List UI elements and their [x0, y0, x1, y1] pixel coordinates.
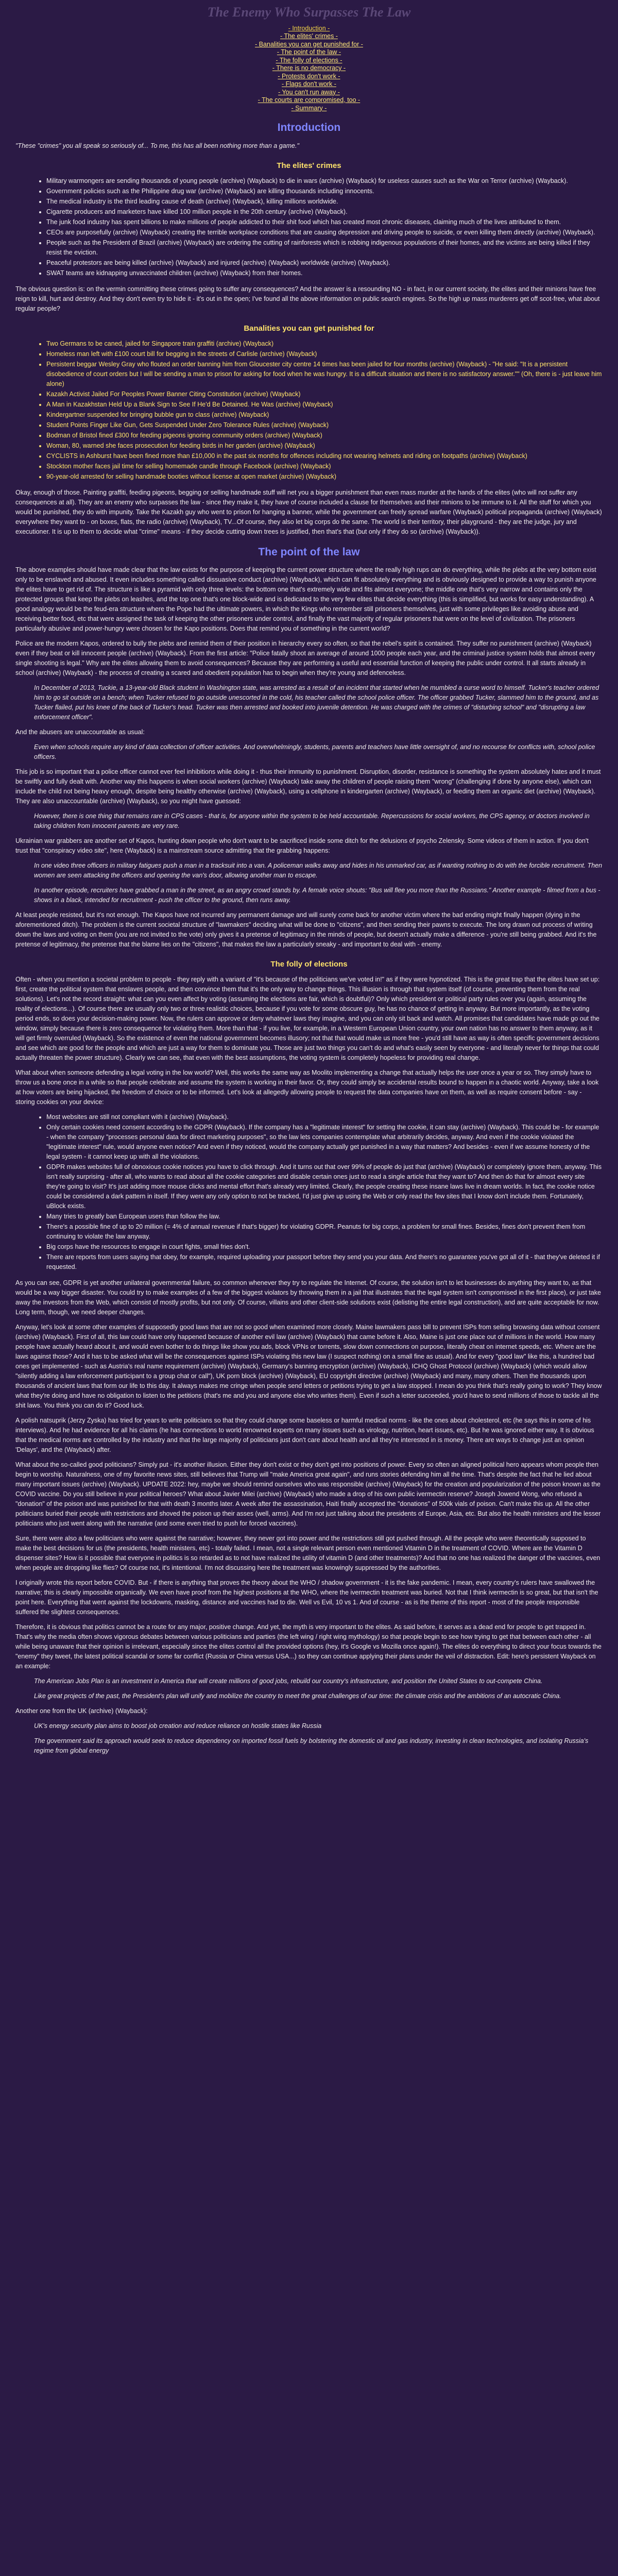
list-item[interactable]: • Woman, 80, warned she faces prosecution for feeding birds in her garden (archive) (Wayback) [46, 441, 603, 451]
law-paragraph-3: And the abusers are unaccountable as usual: [15, 728, 145, 736]
list-item: • Military warmongers are sending thousands of young people (archive) (Wayback) to die in wars (archive) (Wayback) for useless causes such as the War on Terror (archive) (Wayback). [46, 176, 603, 186]
law-quote-3: However, there is one thing that remains rare in CPS cases - that is, for anyone within the system to be held accountable. Repercussions for social workers, the CPS agency, or doctors involved in taking children from innocent parents are very rare. [34, 812, 590, 830]
list-item[interactable]: • Kindergartner suspended for bringing bubble gun to class (archive) (Wayback) [46, 410, 603, 420]
gdpr-list [15, 1112, 603, 1272]
elites-crimes-list [15, 176, 603, 278]
list-item: • Big corps have the resources to engage in court fights, small fries don't. [46, 1242, 603, 1252]
banalities-list [15, 339, 603, 482]
toc-point-of-law[interactable]: - The point of the law - [277, 48, 341, 56]
list-item: • GDPR makes websites full of obnoxious cookie notices you have to click through. And it turns out that over 99% of people do just that (archive) (Wayback) or completely ignore them, anyway. This isn't really surprising - after all, who wants to read about all the cookie categories and disable certain ones just to read a single article that they want to? And then do that for almost every site they're going to visit? It's just adding more mouse clicks and mental effort that's already very limited. Clearly, the people creating these insane laws live in dream worlds. In fact, the cookie notice could be considered a dark pattern in itself. If they were any only option to not be tracked, I'd just give up using the Web or only read the few sites that I know don't include them. Fortunately, uBlock exists. [46, 1162, 603, 1211]
elites-paragraph: The obvious question is: on the vermin committing these crimes going to suffer any consequences? And the answer is a resounding NO - in fact, in our current society, the elites and their minions have free reign to kill, hurt and destroy. And they don't even try to hide it - it's out in the open; I've found all the above information on public search engines. So the high up mass murderers get off scot-free, what about regular people? [15, 285, 600, 312]
heading-point-of-law: The point of the law [258, 546, 360, 558]
folly-paragraph-6: What about the so-called good politicians? Simply put - it's another illusion. Either they don't exist or they don't get into positions of power. Every so often an aligned political hero appears whom people then begin to worship. Naturalness, one of my favorite news sites, still believes that Trump will "make America great again", and runs stories defending him all the time. That's despite the fact that he lied about many important issues (archive) (Wayback). UPDATE 2022: hey, maybe we should remind ourselves who was responsible (archive) (Wayback) for the creation and popularization of the poison known as the COVID vaccine. Do you still believe in your political heroes? What about Javier Milei (archive) (Wayback) who made a drop of his own public ivermectin reserve? Joseph Jowend Wong, who refused a "donation" of the poison and was punished for that with death 3 months later. A week after the assassination, Haiti finally accepted the "donations" of 500k vials of poison. Can't make this up. All the other politicians buried their people with restrictions and shoved the poison up their asses (well, arms). And I'm not just talking about the presidents of Europe, Asia, etc. But also the health ministers and the lesser politicians who just went along with the narrative (and some even tried to push for forced vaccines). [15, 1461, 601, 1528]
folly-paragraph-2: What about when someone defending a legal voting in the low world? Well, this works the same way as Moolito implementing a change that actually helps the user once a year or so. They simply have to throw us a bone once in a while so that people celebrate and assume the system is working in their favor. Or, they could simply be accidental results bound to happen in a chaotic world. Anyway, take a look at how voters are being hijacked, the freedom of choice or to be informed. Let's look at allegedly allowing people to request the data companies have on them, as well as require consent before - say - storing cookies on your device: [15, 1069, 599, 1106]
site-title: The Enemy Who Surpasses The Law [207, 5, 411, 20]
law-paragraph-5: Ukrainian war grabbers are another set of Kapos, hunting down people who don't want to be sacrificed inside some ditch for the delusions of psycho Zelensky. Some videos of them in action. If you don't trust that "conspiracy video site", here (Wayback) is a mainstream source admitting that the grabbing happens: [15, 837, 589, 855]
law-paragraph-2: Police are the modern Kapos, ordered to bully the plebs and remind them of their position in hierarchy every so often, so that the rebel's spirit is contained. They suffer no punishment (archive) (Wayback) even if they beat or kill innocent people (archive) (Wayback). From the first article: "Police fatally shoot an average of around 1000 people each year, and the criminal justice system holds that almost every single shooting is legal." Why are the elites allowing them to avoid consequences? Because they are performing a useful and essential function of keeping the public under control. It all starts already in school (archive) (Wayback) - the process of creating a scared and obedient population has to begin when they're young and defenceless. [15, 640, 595, 677]
section-point-of-law [15, 544, 603, 950]
law-paragraph-6: At least people resisted, but it's not enough. The Kapos have not incurred any permanent damage and will surely come back for another victim where the bad ending might finally happen (dying in the aforementioned ditch). The problem is the current societal structure of "lawmakers" deciding what will be done to "citizens", and then sending their pawns to execute. The long drawn out process of writing down the laws and voting on them (you are not invited to the vote) only gives it a pretense of legitimacy in the minds of people, but doesn't actually make a difference - you're still being grabbed. And it's the pretense of legitimacy, the pretense that the blame lies on the "citizens", that makes the law a particularly sneaky - and important to deal with - enemy. [15, 911, 597, 948]
list-item: • Only certain cookies need consent according to the GDPR (Wayback). If the company has a "legitimate interest" for setting the cookie, it can stay (archive) (Wayback). This could be - for example - when the company "processes personal data for direct marketing purposes", so the law lets companies contemplate what arbitrarily decides, anyway. And even if the cookie violated the "legitimate interest" rule, would anyone even notice? And even if they noticed, would the company actually get punished in a way that matters? And besides - even if we assume honesty of the legal system - it cannot keep up with all the violations. [46, 1123, 603, 1162]
folly-paragraph-4: Anyway, let's look at some other examples of supposedly good laws that are not so good when examined more closely. Maine lawmakers pass bill to prevent ISPs from selling browsing data without consent (archive) (Wayback). First of all, this law could have only happened because of another evil law (archive) (Wayback) that came before it. Also, Maine is just one place out of millions in the world. How many people have actually heard about it, and would even bother to do things like show you ads, block VPNs or torrents, slow down connections on purpose, literally cheat on internet speeds, etc. Where are the laws against those? And it has to be asked what will be the consequences against ISPs violating this new law (I suspect nothing) on a small fine as usual). And for every "good law" like this, a hundred bad ones get implemented - such as Austria's real name requirement (archive) (Wayback), Germany's banning encryption (archive) (Wayback), ICHQ Ghost Protocol (archive) (Wayback) (which would allow "silently adding a law enforcement participant to a group chat or call"), UK porn block (archive) (Wayback), EU copyright directive (archive) (Wayback) and many, many others. Then the thousands upon thousands of ancient laws that form our life to this day. It always makes me cringe when people send letters or petitions trying to get a law stopped. I mean do you think that's really going to work? They know what they're doing and have no obligation to listen to the petitions (that's me and you and anyone else who writes them). Even if such a letter succeeded, you'd have to send millions of those to tackle all the shit laws. You think you can do it? Good luck. [15, 1324, 602, 1410]
law-paragraph-1: The above examples should have made clear that the law exists for the purpose of keeping the current power structure where the really high rups can do everything, while the plebs at the very bottom exist only to be enslaved and abused. It even includes something called dissuasive conduct (archive) (Wayback), which can fit absolutely everything and is obviously designed to provide a way to punish anyone the elites have to get rid of. The structure is like a pyramid with only three levels: the bottom one that's extremely wide and fits almost everyone; the middle one that's very narrow and contains only the protected groups that keep the plebs on leashes, and the top one that's one block-wide and is dedicated to the very few elites that decide everything (this is simplified, but works for easy understanding). A good analogy would be the feud-era structure where the Pope had the ultimate powers, in which the Kings who remember still prisoners themselves, just with some privileges like avoiding abuse and receiving better food, etc that were assigned the task of keeping the other prisoners under control, and finally the vast majority of regular prisoners that were on the level of civilization. The prisoners particularly abusive and power-hungry were chosen for the Kapo positions. Does that remind you of something in the current world? [15, 566, 596, 633]
folly-paragraph-10: Another one from the UK (archive) (Wayback): [15, 1707, 148, 1715]
section-folly-of-elections [15, 959, 603, 1756]
list-item[interactable]: • Kazakh Activist Jailed For Peoples Power Banner Citing Constitution (archive) (Wayback) [46, 389, 603, 399]
banalities-paragraph: Okay, enough of those. Painting graffiti, feeding pigeons, begging or selling handmade stuff will net you a bigger punishment than even mass murder at the hands of the elites (who will not suffer any consequences at all). They are an enemy who surpasses the law - since they make it, they have of course included a clause for themselves and their minions to be immune to it. All the stuff for which you would be punished, they do with impunity. Take the Kazakh guy who went to prison for hanging a banner, while the government can freely spread warfare (Wayback) political propaganda (archive) (Wayback) everywhere they want to - on boxes, flats, the radio (archive) (Wayback), TV...Of course, they also let big corps do the same. The world is their territory, their playground - they are the judge, jury and executioner. It is up to them to decide what "crime" means - if they decide cutting down trees is justified, then that's that (but only if they do so (archive) (Wayback)). [15, 488, 602, 535]
law-quote-2: Even when schools require any kind of data collection of officer activities. And overwhelmingly, students, parents and teachers have little oversight of, and no recourse for conflicts with, school police officers. [34, 743, 595, 761]
law-quote-5: In another episode, recruiters have grabbed a man in the street, as an angry crowd stands by. A female voice shouts: "Bus will flee you more than the Russians." Another example - filmed from a bus - shows in a black, intended for recruitment - push the officer to the ground, then runs away. [34, 887, 600, 904]
folly-paragraph-7: Sure, there were also a few politicians who were against the narrative; however, they never got into power and the restrictions still got pushed through. All the people who were theoretically supposed to make the best decisions for us (the presidents, health ministers, etc) - totally failed. I mean, not a single relevant person even mentioned Vitamin D in the treatment of COVID. Where are the Vitamin D dispenser sites? How is it possible that everyone in politics is so retarded as to not have realized the utility of vitamin D (and other treatments)? And that no one has realized the danger of the vaccines, even when people are dropping like flies? Of course not, it's intentional. I'm not discussing here the treatment was knowingly suppressed by the authorities. [15, 1535, 600, 1572]
heading-introduction: Introduction [277, 122, 341, 134]
law-quote-4: In one video three officers in military fatigues push a man in a tracksuit into a van. A policeman walks away and hides in his unmarked car, as if wanting nothing to do with the forcible recruitment. Then women are seen attacking the officers and opening the van's door, allowing another man to escape. [34, 862, 603, 879]
section-banalities [15, 323, 603, 537]
list-item: • CEOs are purposefully (archive) (Wayback) creating the terrible workplace conditions that are causing depression and driving people to suicide, or even killing them directly (archive) (Wayback). [46, 228, 603, 238]
toc-flags[interactable]: - Flags don't work - [282, 80, 336, 88]
list-item: • There's a possible fine of up to 20 million (= 4% of annual revenue if that's bigger) for violating GDPR. Peanuts for big corps, a problem for small fines. Besides, fines don't prevent them from continuing to violate the law anyway. [46, 1222, 603, 1242]
section-introduction [15, 120, 603, 151]
list-item: • SWAT teams are kidnapping unvaccinated children (archive) (Wayback) from their homes. [46, 268, 603, 278]
table-of-contents [15, 25, 603, 113]
law-paragraph-4: This job is so important that a police officer cannot ever feel inhibitions while doing it - thus their immunity to punishment. Disruption, disorder, resistance is something the system absolutely hates and it must be swiftly and fully dealt with. Another way this happens is when social workers (archive) (Wayback) take away the children of people raising them "wrong" (challenging if done by anyone else), which can include the child not being heavy enough, despite being healthy otherwise (archive) (Wayback), using a cellphone in kindergarten (archive) (Wayback), or feeding them an organic diet (archive) (Wayback). They are also unaccountable (archive) (Wayback), so you might have guessed: [15, 768, 601, 805]
folly-quote-2: Like great projects of the past, the President's plan will unify and mobilize the country to meet the great challenges of our time: the climate crisis and the ambitions of an autocratic China. [34, 1692, 561, 1700]
folly-quote-4: The government said its approach would seek to reduce dependency on imported fossil fuels by bolstering the domestic oil and gas industry, investing in clean technologies, and isolating Russia's regime from global energy [34, 1737, 589, 1755]
heading-elites-crimes: The elites' crimes [277, 161, 341, 170]
list-item[interactable]: • Homeless man left with £100 court bill for begging in the streets of Carlisle (archive) (Wayback) [46, 349, 603, 359]
section-elites-crimes [15, 160, 603, 314]
toc-summary[interactable]: - Summary - [291, 104, 327, 112]
folly-paragraph-1: Often - when you mention a societal problem to people - they reply with a variant of "it's because of the politicians we've voted in!" as if they were hypnotized. This is the great trap that the elites have set up: first, create the political system that enslaves people, and then convince them that it's the only way to change things. This illusion is through that system itself (of course, preventing them from the real solutions). Let's not the record straight: what can you even affect by voting (assuming the elections are fair, which is doubtful)? Only which president or political party rules over you (again, assuming the reality of elections...). Of course there are usually only two or three realistic choices, because if you vote for some obscure guy, he has no chance of getting in anyway. But more importantly, as the voting period ends, so does your decision-making power. Now, the rulers can approve or deny whatever laws they imagine, and you can only sit back and watch. All promises that candidates have made go out the window, simply because there is zero consequence for violating them. More than that - if you live, for example, in a Western European Union country, your own nation has no answer to them anyway, as it will get firmly overruled (Wayback). So the existence of even the national government becomes illusory; not that that would make us more free - you'd still have as way is often specific government decisions and see which are good for the people and which are just a way for them to dominate you. Those are just two things you can't do and what's easily seen by everyone - and literally never for things that could actually threaten the power structure). Clearly we can see, that even with the best assumptions, the voting system is completely hopeless for providing real change. [15, 976, 600, 1062]
toc-elites-crimes[interactable]: - The elites' crimes - [280, 32, 338, 40]
list-item[interactable]: • Student Points Finger Like Gun, Gets Suspended Under Zero Tolerance Rules (archive) (Wayback) [46, 420, 603, 430]
list-item[interactable]: • A Man in Kazakhstan Held Up a Blank Sign to See If He'd Be Detained. He Was (archive) (Wayback) [46, 400, 603, 410]
folly-quote-3: UK's energy security plan aims to boost job creation and reduce reliance on hostile states like Russia [34, 1722, 322, 1730]
folly-quote-1: The American Jobs Plan is an investment in America that will create millions of good jobs, rebuild our country's infrastructure, and position the United States to out-compete China. [34, 1677, 543, 1685]
list-item[interactable]: • Stockton mother faces jail time for selling homemade candle through Facebook (archive) (Wayback) [46, 462, 603, 471]
list-item[interactable]: • Two Germans to be caned, jailed for Singapore train graffiti (archive) (Wayback) [46, 339, 603, 349]
list-item: • Peaceful protestors are being killed (archive) (Wayback) and injured (archive) (Wayback) worldwide (archive) (Wayback). [46, 258, 603, 268]
folly-paragraph-8: I originally wrote this report before COVID. But - if there is anything that proves the theory about the WHO / shadow government - it is the fake pandemic. I mean, every country's rulers have swallowed the narrative; this is clearly impossible organically. We even have proof from the highest positions at the WHO, where the ivermectin treatment was buried. Not that I think ivermectin is so great, but that isn't the point here. Everything that went against the lockdowns, masking, distance and vaccines had to die. Well vs Evil, 10 vs 1. And of course - as is the theme of this report - most of the people responsible suffered the slightest consequences. [15, 1579, 598, 1616]
list-item: • There are reports from users saying that obey, for example, required uploading your passport before they send you your data. And there's no guarantee you've got all of it - that they've deleted it if requested. [46, 1252, 603, 1272]
list-item: • People such as the President of Brazil (archive) (Wayback) are ordering the cutting of rainforests which is robbing indigenous populations of their homes, and the victims are being killed if they resist the eviction. [46, 238, 603, 258]
toc-folly-of-elections[interactable]: - The folly of elections - [276, 56, 342, 64]
toc-protests[interactable]: - Protests don't work - [278, 72, 340, 80]
folly-paragraph-5: A polish natsuprik (Jerzy Zyska) has tried for years to write politicians so that they could change some baseless or harmful medical norms - like the ones about cholesterol, etc (he says this in some of his interviews). And he had evidence for all his claims (he has connections to world renowned experts on many issues such as virology, nutrition, heart issues, etc). But he was ignored either way. It is obvious that the medical norms are controlled by the industry and that the large majority of politicians just don't care about health and all they're interested in is money. There are ways to change just an opinion 'Delays', and the (Wayback) after. [15, 1417, 594, 1454]
heading-banalities: Banalities you can get punished for [244, 324, 374, 333]
list-item[interactable]: • 90-year-old arrested for selling handmade booties without license at open market (archive) (Wayback) [46, 472, 603, 482]
law-quote-1: In December of 2013, Tuckie, a 13-year-old Black student in Washington state, was arrested as a result of an incident that started when he mumbled a curse word to himself. Tucker's teacher ordered him to go sit outside on a bench; when Tucker refused to go outside unescorted in the cold, his teacher called the school police officer. The officer grabbed Tucker, slammed him to the ground, and as Tucker flailed, put his knee of the back of Tucker's head. Tucker was then arrested and booked into juvenile detention. He was charged with the crimes of "disturbing school" and "disrupting a law enforcement officer". [34, 684, 599, 721]
list-item: • Most websites are still not compliant with it (archive) (Wayback). [46, 1112, 603, 1122]
toc-banalities[interactable]: - Banalities you can get punished for - [255, 40, 363, 48]
list-item: • The medical industry is the third leading cause of death (archive) (Wayback), killing millions worldwide. [46, 197, 603, 207]
intro-quote: "These "crimes" you all speak so seriously of... To me, this has all been nothing more than a game." [15, 142, 299, 149]
toc-introduction[interactable]: - Introduction - [288, 24, 330, 32]
list-item[interactable]: • Bodman of Bristol fined £300 for feeding pigeons ignoring community orders (archive) (Wayback) [46, 431, 603, 440]
toc-run-away[interactable]: - You can't run away - [278, 88, 340, 96]
page [15, 0, 603, 1756]
list-item[interactable]: • Persistent beggar Wesley Gray who flouted an order banning him from Gloucester city centre 14 times has been jailed for four months (archive) (Wayback) - "He said: "It is a persistent disobedience of court orders but I will be sending a man to prison for asking for food when he was hungry. It is a difficult situation and there is no satisfactory answer."" (Oh, there is - just leave him alone) [46, 360, 603, 389]
toc-no-democracy[interactable]: - There is no democracy - [272, 64, 346, 72]
list-item[interactable]: • CYCLISTS in Ashburst have been fined more than £10,000 in the past six months for offences including not wearing helmets and riding on footpaths (archive) (Wayback) [46, 451, 603, 461]
list-item: • Many tries to greatly ban European users than follow the law. [46, 1212, 603, 1222]
list-item: • Cigarette producers and marketers have killed 100 million people in the 20th century (archive) (Wayback). [46, 207, 603, 217]
list-item: • Government policies such as the Philippine drug war (archive) (Wayback) are killing thousands including innocents. [46, 187, 603, 196]
folly-paragraph-3: As you can see, GDPR is yet another unilateral governmental failure, so common whenever they try to regulate the Internet. Of course, the solution isn't to let businesses do anything they want to, as that would be a way bigger disaster. You could try to make examples of a few of the biggest violators by throwing them in a jail that illustrates that the legal system isn't compromised in the first place), or just take away the investors from the Web, which consist of mostly profits, but not only. Of course, villains and other client-side solutions exist (delisting the entire legal construction), and are quite acceptable for now. Long term, though, we need deeper changes. [15, 1279, 601, 1316]
list-item: • The junk food industry has spent billions to make millions of people addicted to their shit food which has created most chronic diseases, claiming much of the lives attributed to them. [46, 217, 603, 227]
toc-courts[interactable]: - The courts are compromised, too - [258, 96, 360, 104]
heading-folly-of-elections: The folly of elections [270, 960, 348, 969]
folly-paragraph-9: Therefore, it is obvious that politics cannot be a route for any major, positive change. And yet, the myth is very important to the elites. As said before, it serves as a dead end for people to get trapped in. That's why the media often shows vigorous debates between various politicians and parties (the left wing / right wing mythology) so that people begin to see how trying to get that between each other - all while being unaware that their opinion is irrelevant, especially since the elites control all the provided options (hey, it's Google vs Mozilla once again!). The elites do everything to direct your focus towards the "enemy" they tweet, the latest political scandal or some far conflict (Russia or China versus USA...) so they can continue applying their plans under the veil of distraction. Edit: here's persistent Wayback on an example: [15, 1623, 602, 1670]
